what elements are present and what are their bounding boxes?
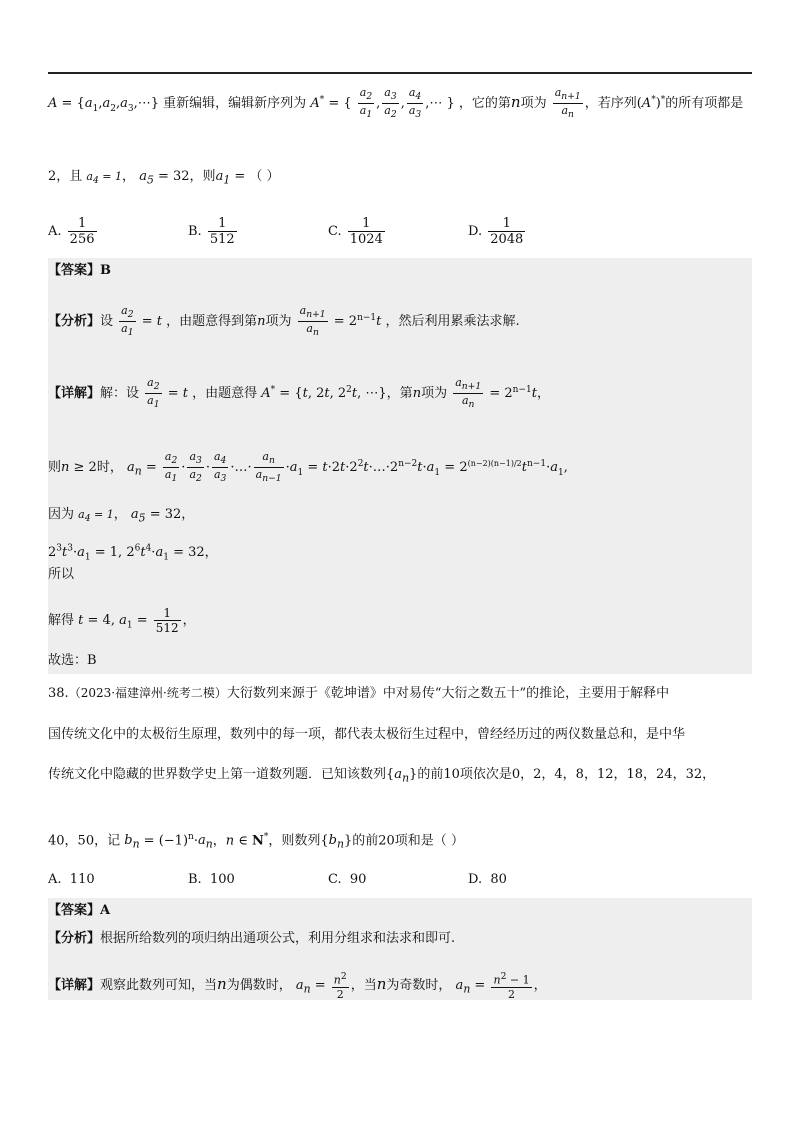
q38-analysis: 【分析】根据所给数列的项归纳出通项公式，利用分组求和法求和即可. <box>48 931 456 946</box>
q37-detail-1: 【详解】解：设 $\frac{a_2}{a_1}$ = t ，由题意得 A* = {t, 2t, $2^2t$, ⋯}，第n项为 $\frac{a_{n+1}}{a_n}$ = $2^{n-1}t$， <box>48 376 550 411</box>
q37-stem2-blank: （ ） <box>249 169 280 184</box>
q37-analysis: 【分析】设 $\frac{a_2}{a_1}$ = t ，由题意得到第n项为 $\frac{a_{n+1}}{a_n}$ = $2^{n-1}t$ ，然后利用累乘法求解. <box>48 304 520 339</box>
q37-answer: 【答案】B <box>48 263 112 278</box>
q37-detail-5: 解得 t = 4, $a_1$ = $\frac{1}{512}$ ， <box>48 606 196 635</box>
q38-line3: 传统文化中隐藏的世界数学史上第一道数列题．已知该数列$\{a_n\}$的前10项依次是0，2，4，8，12，18，24，32， <box>48 767 716 785</box>
q38-option-b: B. 100 <box>188 872 235 887</box>
q37-stem-text-4: ，若序列 <box>584 96 637 112</box>
q37-stem-line2: 2，且 $a_4 = 1$， $a_5 = 32$，则$a_1$ = （ ） <box>48 169 280 187</box>
q37-stem-text-2: ，它的第 <box>458 96 511 112</box>
q38-line1: 38.（2023·福建漳州·统考二模）大衍数列来源于《乾坤谱》中对易传“大衍之数五十”的推论，主要用于解释中 <box>48 686 670 701</box>
q37-option-c: C. $\frac{1}{1024}$ <box>328 216 383 247</box>
q37-stem2-comma: ， <box>122 169 136 184</box>
q38-option-c: C. 90 <box>328 872 367 887</box>
q37-stem-line1: $A = \{a_1,a_2,a_3,\cdots\}$ 重新编辑，编辑新序列为 A* = { $\frac{a_2}{a_1}$ , $\frac{a_3}{a_2}$ , $\frac{a_4}{a_3}$ ,⋯ } ，它的第n项为 $\frac{a_{n+1}}{a_n}$ ，若序列(A*)*的所有项都是 <box>48 86 744 121</box>
q37-stem-text-1: 重新编辑，编辑新序列为 <box>163 96 307 112</box>
header-rule <box>48 72 752 74</box>
q37-stem2-text-2: ，则 <box>189 169 216 184</box>
q37-option-d: D. $\frac{1}{2048}$ <box>468 216 524 247</box>
q37-detail-3: 因为 $a_4 = 1$， $a_5 = 32$， <box>48 507 195 525</box>
q37-stem-text-3: 项为 <box>520 96 547 112</box>
q38-option-a: A. 110 <box>48 872 95 887</box>
q37-detail-2: 则n ≥ 2时， $a_n$ = $\frac{a_2}{a_1}$ · $\frac{a_3}{a_2}$ · $\frac{a_4}{a_3}$ ·…· $\frac{a_n}{a_{n-1}}$ $\cdot a_1$ = $t\cdot 2t\cdot 2^2t\cdot\dots\cdot 2^{n-2}t\cdot a_1 = 2^{(n-2)(n-1)/2}t^{n-1}\cdot a_1$, <box>48 450 568 485</box>
q37-detail-4: $2^3t^3\cdot a_1 = 1$, $2^6t^4\cdot a_1 = 32$， <box>48 544 218 563</box>
q37-stem2-text-1: 2，且 <box>48 169 83 184</box>
q37-option-a: A. $\frac{1}{256}$ <box>48 216 95 247</box>
q38-line4: 40，50，记 $b_n = (-1)^n\cdot a_n$，n ∈ N*，则数列$\{b_n\}$的前20项和是（ ） <box>48 832 464 851</box>
q37-detail-4-label: 所以 <box>48 567 75 582</box>
q37-option-b: B. $\frac{1}{512}$ <box>188 216 235 247</box>
q38-answer: 【答案】A <box>48 903 111 918</box>
q38-detail: 【详解】观察此数列可知，当n为偶数时， $a_n$ = $\frac{n^2}{2}$ ，当n为奇数时， $a_n$ = $\frac{n^2 - 1}{2}$ ， <box>48 971 547 1001</box>
q37-choose: 故选：B <box>48 653 97 668</box>
q38-option-d: D. 80 <box>468 872 507 887</box>
q37-stem-text-5: 的所有项都是 <box>665 96 744 112</box>
q38-line2: 国传统文化中的太极衍生原理，数列中的每一项，都代表太极衍生过程中，曾经经历过的两仪数量总和，是中华 <box>48 727 686 742</box>
